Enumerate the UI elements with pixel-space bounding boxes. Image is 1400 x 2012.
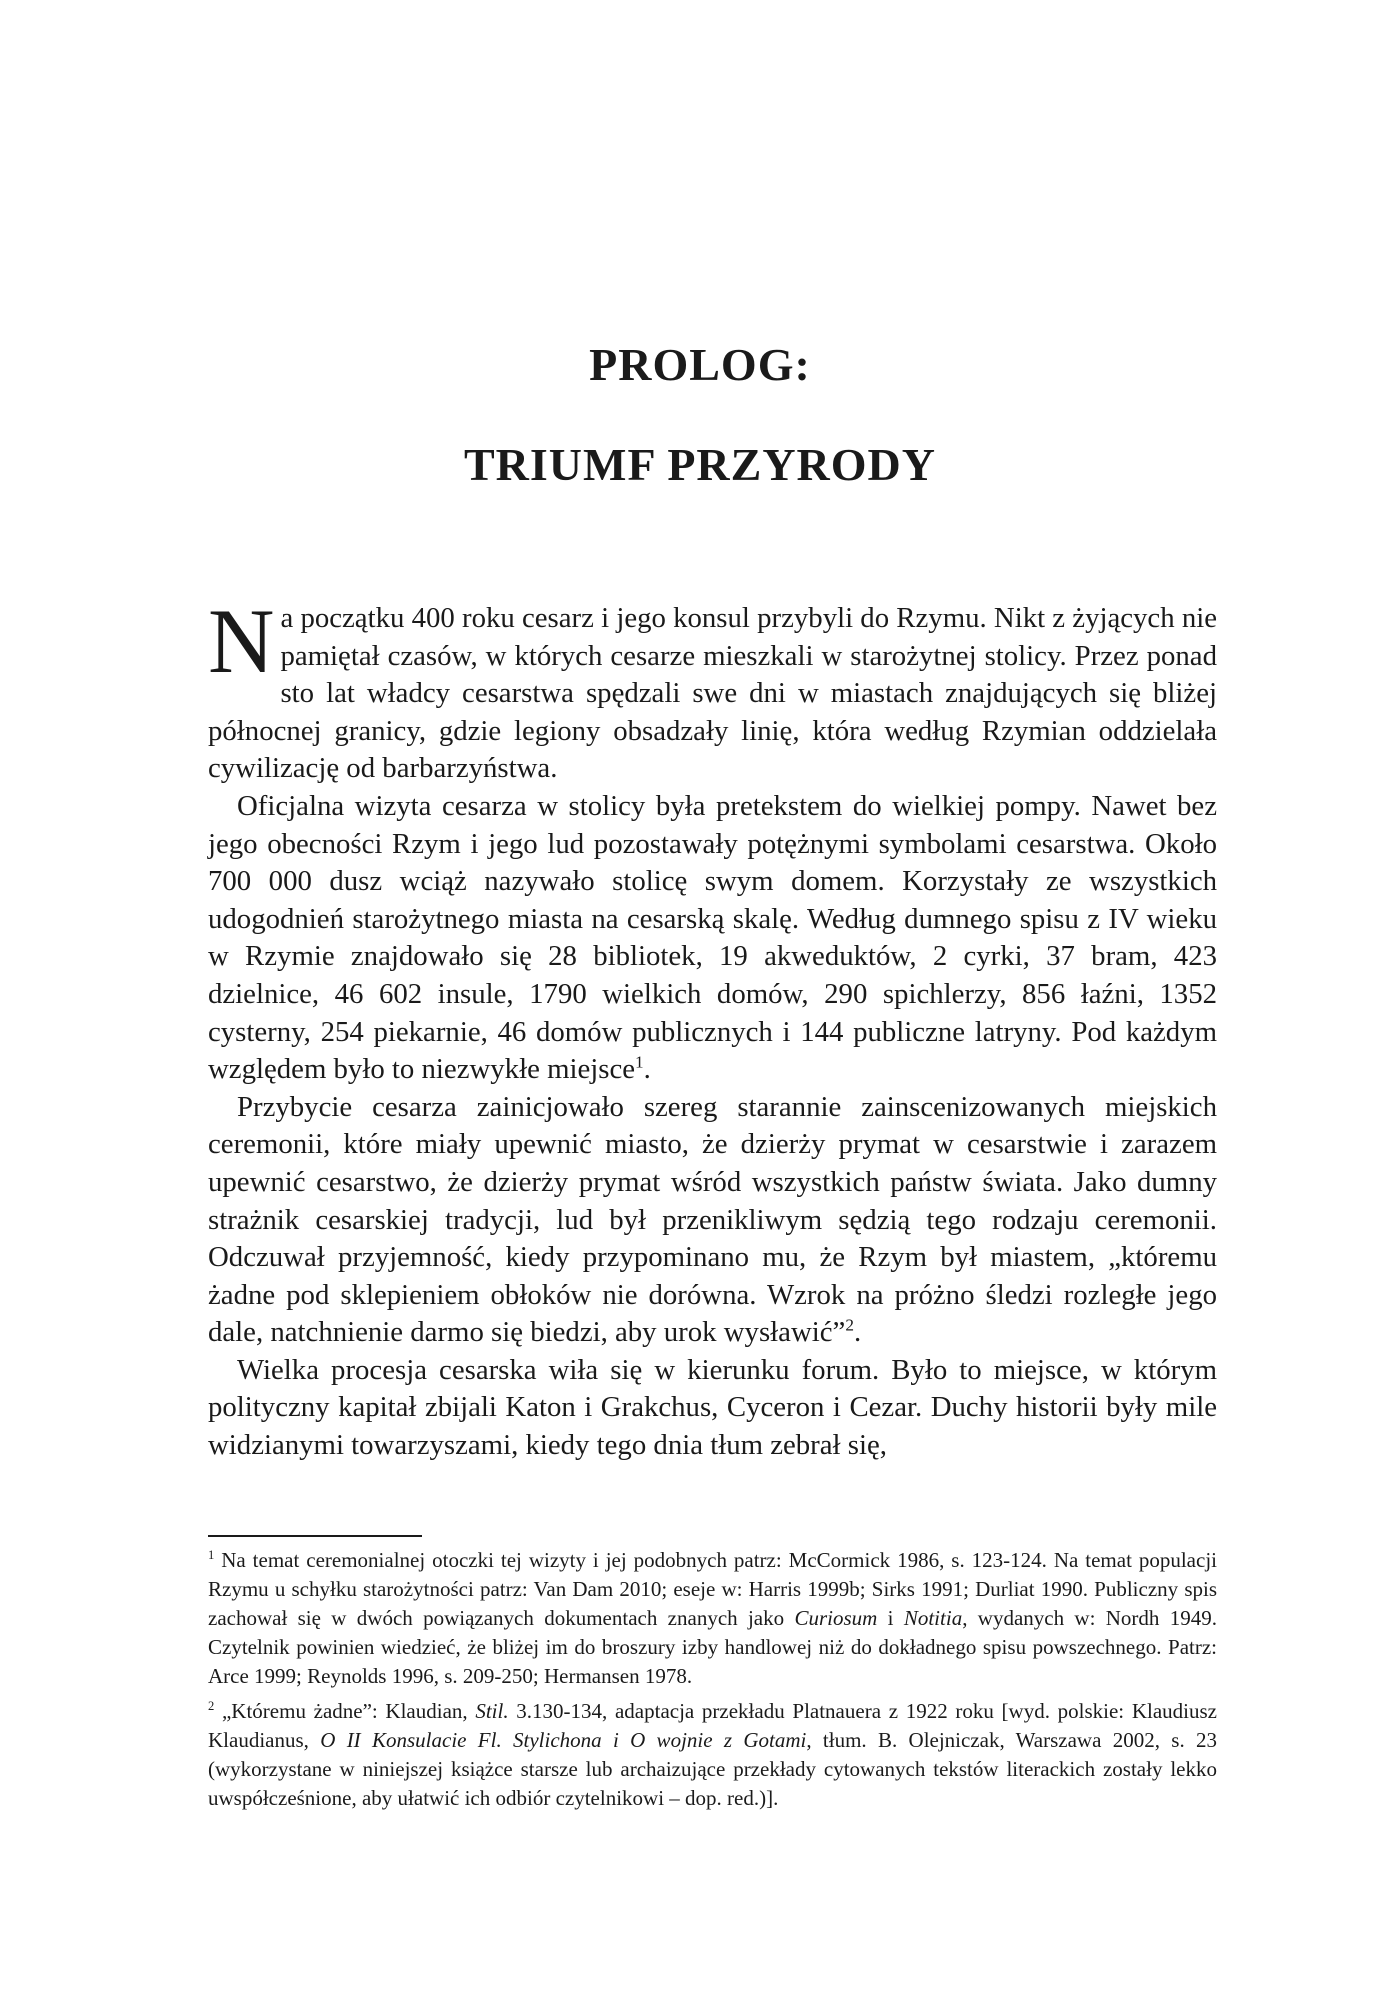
footnote-2-number: 2 bbox=[208, 1699, 215, 1713]
footnote-1 bbox=[208, 1546, 1217, 1691]
footnotes bbox=[208, 1546, 1217, 1819]
paragraph-4-text: Wielka procesja cesarska wiła się w kierunku forum. Było to miejsce, w którym polityczny kapitał zbijali Katon i Grakchus, Cyceron i Cezar. Duchy historii były mile widzianymi towarzyszami, kiedy tego dnia tłum zebrał się, bbox=[208, 1353, 1217, 1462]
footnote-separator bbox=[208, 1535, 422, 1537]
footnote-1-number: 1 bbox=[208, 1548, 215, 1562]
paragraph-4 bbox=[208, 1352, 1217, 1465]
chapter-title-line2: TRIUMF PRZYRODY bbox=[464, 439, 936, 490]
footnote-2-italic-stil: Stil. bbox=[475, 1699, 509, 1723]
paragraph-1 bbox=[208, 590, 1217, 788]
footnote-1-text-a: Na temat ceremonialnej otoczki tej wizyty i jej podobnych patrz: McCormick 1986, s. 123-124. Na temat populacji Rzymu u schyłku starożytności patrz: Van Dam 2010; eseje w: Harris 1999b; Sirks 1991; Durliat 1990. Publiczny spis zachował się w dwóch powiązanych dokumentach znanych jako bbox=[208, 1548, 1217, 1630]
paragraph-1-text: a początku 400 roku cesarz i jego konsul przybyli do Rzymu. Nikt z żyjących nie pamiętał czasów, w których cesarze mieszkali w starożytnej stolicy. Przez ponad sto lat władcy cesarstwa spędzali swe dni w miastach znajdujących się bliżej północnej granicy, gdzie legiony obsadzały linię, która według Rzymian oddzielała cywilizację od barbarzyństwa. bbox=[208, 602, 1217, 785]
paragraph-2 bbox=[208, 788, 1217, 1089]
footnote-1-italic-notitia: Notitia bbox=[903, 1606, 963, 1630]
footnote-2-italic-book-title: O II Konsulacie Fl. Stylichona i O wojnie z Gotami bbox=[320, 1728, 807, 1752]
chapter-title-line1: PROLOG: bbox=[589, 339, 811, 390]
footnote-ref-2[interactable]: 2 bbox=[845, 1315, 854, 1335]
paragraph-3 bbox=[208, 1089, 1217, 1352]
main-text bbox=[208, 590, 1217, 1465]
footnote-1-italic-curiosum: Curiosum bbox=[794, 1606, 878, 1630]
footnote-1-text-b: i bbox=[877, 1606, 904, 1630]
footnote-1-text-c: , wydanych w: Nordh 1949. Czytelnik powinien wiedzieć, że bliżej im do broszury izby handlowej niż do dokładnego spisu powszechnego. Patrz: Arce 1999; Reynolds 1996, s. 209-250; Hermansen 1978. bbox=[208, 1606, 1218, 1688]
paragraph-3-end: . bbox=[853, 1316, 862, 1349]
footnote-2-text-b: 3.130-134, adaptacja przekładu Platnauera z 1922 roku [wyd. polskie: Klaudiusz Klaudianus, bbox=[208, 1699, 1217, 1752]
paragraph-2-text: Oficjalna wizyta cesarza w stolicy była pretekstem do wielkiej pompy. Nawet bez jego obecności Rzym i jego lud pozostawały potężnymi symbolami cesarstwa. Około 700 000 dusz wciąż nazywało stolicę swym domem. Korzystały ze wszystkich udogodnień starożytnego miasta na cesarską skalę. Według dumnego spisu z IV wieku w Rzymie znajdowało się 28 bibliotek, 19 akweduktów, 2 cyrki, 37 bram, 423 dzielnice, 46 602 insule, 1790 wielkich domów, 290 spichlerzy, 856 łaźni, 1352 cysterny, 254 piekarnie, 46 domów publicznych i 144 publiczne latryny. Pod każdym względem było to niezwykłe miejsce bbox=[208, 789, 1217, 1086]
footnote-ref-1[interactable]: 1 bbox=[635, 1052, 644, 1072]
footnote-2 bbox=[208, 1697, 1217, 1813]
footnote-2-text-c: , tłum. B. Olejniczak, Warszawa 2002, s. 23 (wykorzystane w niniejszej książce starsze lub archaizujące przekłady cytowanych tekstów literackich zostały lekko uwspółcześnione, aby ułatwić ich odbiór czytelnikowi – dop. red.)]. bbox=[208, 1728, 1217, 1810]
footnote-2-text-a: „Któremu żadne”: Klaudian, bbox=[214, 1699, 476, 1723]
paragraph-3-text: Przybycie cesarza zainicjowało szereg starannie zainscenizowanych miejskich ceremonii, które miały upewnić miasto, że dzierży prymat w cesarstwie i zarazem upewnić cesarstwo, że dzierży prymat wśród wszystkich państw świata. Jako dumny strażnik cesarskiej tradycji, lud był przenikliwym sędzią tego rodzaju ceremonii. Odczuwał przyjemność, kiedy przypominano mu, że Rzym był miastem, „któremu żadne pod sklepieniem obłoków nie dorówna. Wzrok na próżno śledzi rozległe jego dale, natchnienie darmo się biedzi, aby urok wysławić” bbox=[208, 1090, 1217, 1349]
paragraph-2-end: . bbox=[643, 1053, 651, 1086]
drop-cap: N bbox=[208, 590, 275, 692]
